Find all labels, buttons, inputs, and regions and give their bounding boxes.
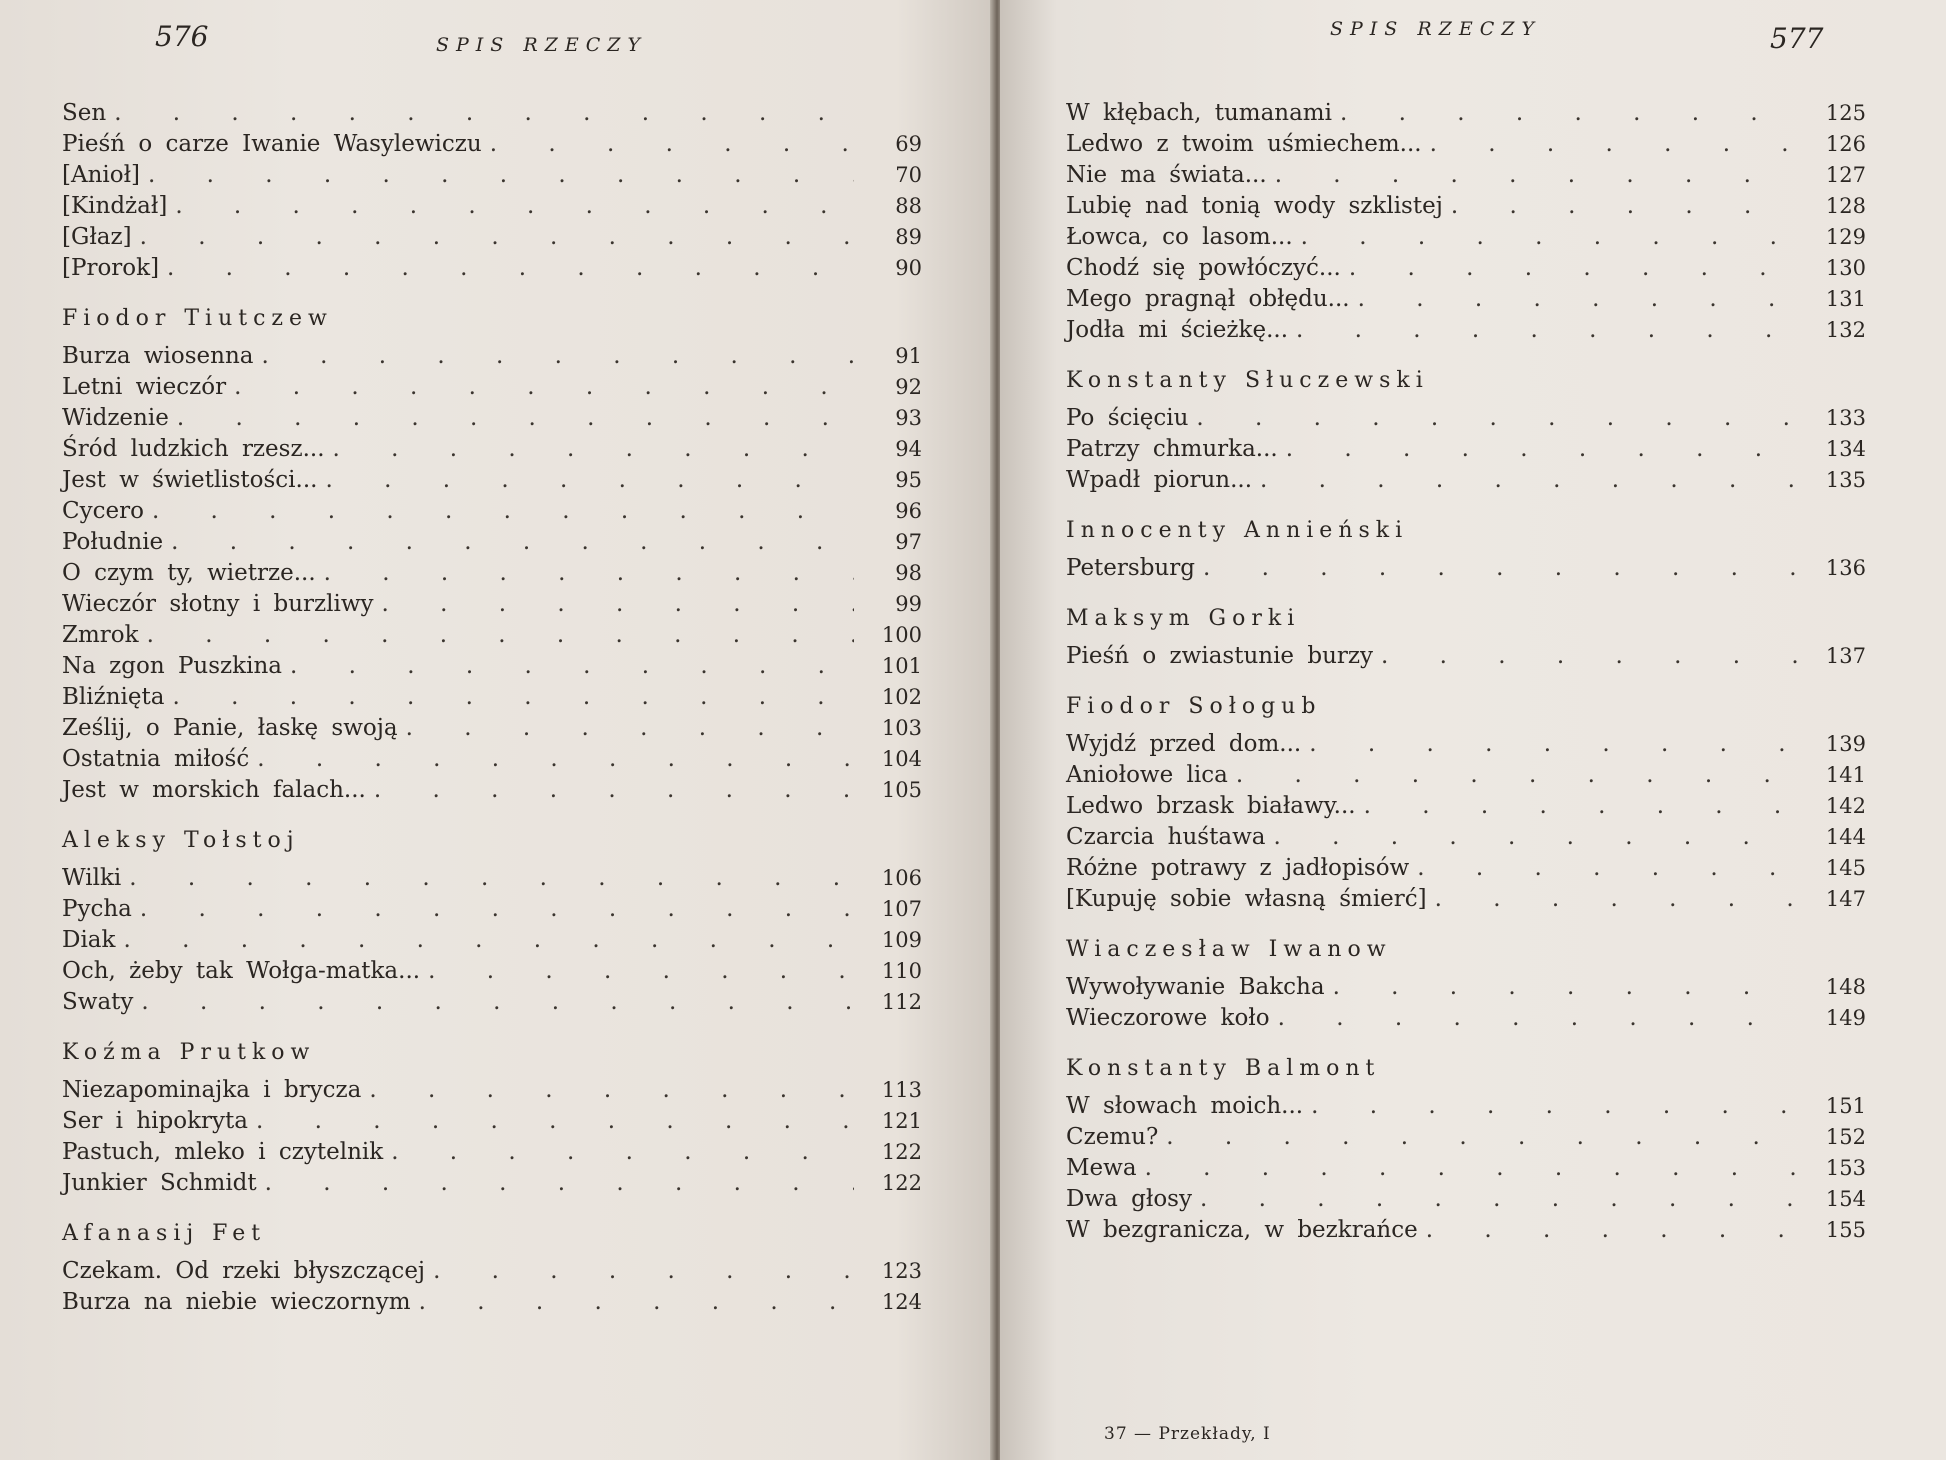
entry-page-number: 129 — [1825, 225, 1866, 249]
dot-leader — [433, 1256, 854, 1287]
toc-entry — [1066, 253, 1866, 284]
toc-entry — [62, 651, 922, 682]
table-of-contents — [62, 98, 922, 1318]
entry-title: Aniołowe lica — [1066, 762, 1228, 788]
entry-title: Wilki — [62, 865, 122, 891]
author-heading: Fiodor Sołogub — [1066, 694, 1322, 719]
entry-page-number: 133 — [1825, 406, 1866, 430]
toc-entry — [62, 863, 922, 894]
toc-entry — [62, 465, 922, 496]
toc-entry — [1066, 434, 1866, 465]
page-footer: 37 — Przekłady, I — [1104, 1424, 1271, 1444]
dot-leader — [257, 744, 854, 775]
entry-title: Pastuch, mleko i czytelnik — [62, 1139, 384, 1165]
toc-entry — [62, 744, 922, 775]
entry-title: Czarcia huśtawa — [1066, 824, 1266, 850]
entry-page-number: 137 — [1825, 644, 1866, 668]
entry-page-number: 109 — [881, 928, 922, 952]
entry-page-number: 122 — [881, 1140, 922, 1164]
entry-page-number: 136 — [1825, 556, 1866, 580]
author-heading: Innocenty Annieński — [1066, 518, 1409, 543]
entry-title: Pieśń o carze Iwanie Wasylewiczu — [62, 131, 482, 157]
entry-title: Swaty — [62, 989, 134, 1015]
dot-leader — [1358, 284, 1798, 315]
entry-page-number: 104 — [881, 747, 922, 771]
entry-page-number: 125 — [1825, 101, 1866, 125]
entry-page-number: 145 — [1825, 856, 1866, 880]
entry-title: Ześlij, o Panie, łaskę swoją — [62, 715, 398, 741]
entry-title: Mewa — [1066, 1155, 1137, 1181]
entry-title: Chodź się powłóczyć... — [1066, 255, 1341, 281]
dot-leader — [333, 434, 854, 465]
entry-title: Letni wieczór — [62, 374, 227, 400]
entry-page-number: 141 — [1825, 763, 1866, 787]
entry-page-number: 123 — [881, 1259, 922, 1283]
entry-title: [Prorok] — [62, 255, 160, 281]
entry-page-number: 135 — [1825, 468, 1866, 492]
author-heading: Afanasij Fet — [62, 1221, 267, 1246]
dot-leader — [1145, 1153, 1798, 1184]
dot-leader — [262, 341, 855, 372]
author-heading: Fiodor Tiutczew — [62, 306, 333, 331]
toc-entry — [1066, 791, 1866, 822]
toc-entry — [1066, 1122, 1866, 1153]
entry-title: Na zgon Puszkina — [62, 653, 282, 679]
entry-title: Wieczorowe koło — [1066, 1005, 1270, 1031]
entry-title: Lubię nad tonią wody szklistej — [1066, 193, 1443, 219]
dot-leader — [290, 651, 854, 682]
entry-page-number: 130 — [1825, 256, 1866, 280]
page-number: 577 — [1770, 22, 1824, 55]
dot-leader — [147, 620, 854, 651]
toc-entry — [1066, 1091, 1866, 1122]
entry-page-number: 110 — [881, 959, 922, 983]
dot-leader — [1273, 822, 1798, 853]
author-heading: Konstanty Słuczewski — [1066, 368, 1429, 393]
entry-title: Południe — [62, 529, 164, 555]
toc-entry — [1066, 553, 1866, 584]
dot-leader — [1451, 191, 1798, 222]
entry-page-number: 151 — [1825, 1094, 1866, 1118]
entry-title: Czekam. Od rzeki błyszczącej — [62, 1258, 426, 1284]
entry-title: Ser i hipokryta — [62, 1108, 248, 1134]
entry-page-number: 112 — [881, 990, 922, 1014]
entry-page-number: 106 — [881, 866, 922, 890]
toc-entry — [62, 925, 922, 956]
dot-leader — [1426, 1215, 1798, 1246]
dot-leader — [324, 558, 854, 589]
toc-entry — [62, 160, 922, 191]
dot-leader — [175, 191, 854, 222]
dot-leader — [1296, 315, 1798, 346]
dot-leader — [382, 589, 854, 620]
dot-leader — [141, 987, 854, 1018]
running-head: SPIS RZECZY — [1330, 18, 1542, 40]
dot-leader — [1309, 729, 1798, 760]
entry-page-number: 101 — [881, 654, 922, 678]
entry-page-number: 93 — [895, 406, 922, 430]
dot-leader — [428, 956, 854, 987]
table-of-contents — [1066, 98, 1866, 1246]
dot-leader — [406, 713, 854, 744]
toc-entry — [1066, 191, 1866, 222]
entry-page-number: 91 — [895, 344, 922, 368]
entry-title: Burza wiosenna — [62, 343, 254, 369]
toc-entry — [62, 341, 922, 372]
author-heading: Wiaczesław Iwanow — [1066, 937, 1392, 962]
entry-page-number: 122 — [881, 1171, 922, 1195]
entry-page-number: 142 — [1825, 794, 1866, 818]
dot-leader — [1166, 1122, 1798, 1153]
entry-page-number: 124 — [881, 1290, 922, 1314]
running-head: SPIS RZECZY — [436, 34, 648, 56]
entry-title: [Głaz] — [62, 224, 132, 250]
entry-page-number: 100 — [881, 623, 922, 647]
dot-leader — [167, 253, 854, 284]
dot-leader — [1301, 222, 1798, 253]
entry-page-number: 99 — [895, 592, 922, 616]
entry-page-number: 88 — [895, 194, 922, 218]
entry-title: Pycha — [62, 896, 132, 922]
dot-leader — [1340, 98, 1798, 129]
toc-entry — [62, 620, 922, 651]
author-heading: Konstanty Balmont — [1066, 1056, 1381, 1081]
entry-title: Cycero — [62, 498, 144, 524]
entry-title: Jest w świetlistości... — [62, 467, 318, 493]
entry-title: W kłębach, tumanami — [1066, 100, 1332, 126]
entry-page-number: 131 — [1825, 287, 1866, 311]
entry-title: Pieśń o zwiastunie burzy — [1066, 643, 1373, 669]
toc-entry — [62, 775, 922, 806]
entry-page-number: 148 — [1825, 975, 1866, 999]
entry-page-number: 98 — [895, 561, 922, 585]
entry-page-number: 132 — [1825, 318, 1866, 342]
entry-page-number: 126 — [1825, 132, 1866, 156]
dot-leader — [325, 465, 854, 496]
entry-page-number: 69 — [895, 132, 922, 156]
entry-title: Śród ludzkich rzesz... — [62, 436, 325, 462]
dot-leader — [152, 496, 854, 527]
dot-leader — [1275, 160, 1798, 191]
toc-entry — [62, 434, 922, 465]
toc-entry — [62, 1168, 922, 1199]
entry-title: Niezapominajka i brycza — [62, 1077, 362, 1103]
entry-title: Wieczór słotny i burzliwy — [62, 591, 374, 617]
entry-title: Czemu? — [1066, 1124, 1159, 1150]
dot-leader — [172, 682, 854, 713]
entry-title: Wpadł piorun... — [1066, 467, 1253, 493]
author-heading: Aleksy Tołstoj — [62, 828, 300, 853]
entry-title: O czym ty, wietrze... — [62, 560, 316, 586]
toc-entry — [1066, 729, 1866, 760]
entry-page-number: 128 — [1825, 194, 1866, 218]
entry-title: Patrzy chmurka... — [1066, 436, 1278, 462]
entry-title: Zmrok — [62, 622, 139, 648]
entry-title: Diak — [62, 927, 116, 953]
entry-page-number: 96 — [895, 499, 922, 523]
author-heading: Koźma Prutkow — [62, 1040, 316, 1065]
entry-page-number: 144 — [1825, 825, 1866, 849]
entry-title: [Kupuję sobie własną śmierć] — [1066, 886, 1427, 912]
toc-entry — [1066, 465, 1866, 496]
toc-entry — [1066, 98, 1866, 129]
toc-entry — [62, 191, 922, 222]
toc-entry — [62, 589, 922, 620]
toc-entry — [62, 987, 922, 1018]
entry-title: Jest w morskich falach... — [62, 777, 366, 803]
dot-leader — [1200, 1184, 1798, 1215]
toc-entry — [1066, 760, 1866, 791]
dot-leader — [391, 1137, 854, 1168]
entry-title: Bliźnięta — [62, 684, 165, 710]
dot-leader — [1286, 434, 1798, 465]
entry-title: Ledwo brzask białawy... — [1066, 793, 1356, 819]
entry-page-number: 105 — [881, 778, 922, 802]
toc-entry — [62, 129, 922, 160]
dot-leader — [234, 372, 854, 403]
entry-page-number: 103 — [881, 716, 922, 740]
entry-page-number: 97 — [895, 530, 922, 554]
entry-page-number: 89 — [895, 225, 922, 249]
toc-entry — [1066, 1215, 1866, 1246]
toc-entry — [1066, 315, 1866, 346]
entry-page-number: 90 — [895, 256, 922, 280]
dot-leader — [140, 222, 854, 253]
author-heading: Maksym Gorki — [1066, 606, 1301, 631]
toc-entry — [62, 253, 922, 284]
entry-title: W bezgranicza, w bezkrańce — [1066, 1217, 1418, 1243]
dot-leader — [1349, 253, 1798, 284]
dot-leader — [171, 527, 854, 558]
entry-page-number: 149 — [1825, 1006, 1866, 1030]
dot-leader — [1435, 884, 1798, 915]
dot-leader — [369, 1075, 854, 1106]
entry-page-number: 113 — [881, 1078, 922, 1102]
dot-leader — [1333, 972, 1798, 1003]
entry-title: Po ścięciu — [1066, 405, 1189, 431]
entry-page-number: 121 — [881, 1109, 922, 1133]
entry-title: [Anioł] — [62, 162, 141, 188]
entry-page-number: 70 — [895, 163, 922, 187]
entry-page-number: 155 — [1825, 1218, 1866, 1242]
dot-leader — [1236, 760, 1798, 791]
dot-leader — [1311, 1091, 1798, 1122]
toc-entry — [1066, 403, 1866, 434]
entry-page-number: 94 — [895, 437, 922, 461]
page-number: 576 — [155, 20, 209, 53]
toc-entry — [62, 713, 922, 744]
toc-entry — [1066, 1003, 1866, 1034]
toc-entry — [62, 1137, 922, 1168]
entry-title: Mego pragnął obłędu... — [1066, 286, 1350, 312]
entry-page-number: 95 — [895, 468, 922, 492]
entry-page-number: 152 — [1825, 1125, 1866, 1149]
toc-entry — [62, 496, 922, 527]
toc-entry — [62, 894, 922, 925]
entry-title: Sen — [62, 100, 107, 126]
entry-page-number: 107 — [881, 897, 922, 921]
toc-entry — [1066, 222, 1866, 253]
entry-title: Wyjdź przed dom... — [1066, 731, 1302, 757]
dot-leader — [265, 1168, 854, 1199]
dot-leader — [1381, 641, 1798, 672]
dot-leader — [177, 403, 854, 434]
toc-entry — [1066, 822, 1866, 853]
dot-leader — [129, 863, 854, 894]
dot-leader — [1196, 403, 1798, 434]
toc-entry — [1066, 1153, 1866, 1184]
entry-title: Widzenie — [62, 405, 169, 431]
toc-entry — [1066, 853, 1866, 884]
entry-title: [Kindżał] — [62, 193, 168, 219]
dot-leader — [1364, 791, 1798, 822]
entry-page-number: 139 — [1825, 732, 1866, 756]
toc-entry — [62, 558, 922, 589]
entry-page-number: 102 — [881, 685, 922, 709]
entry-title: Dwa głosy — [1066, 1186, 1192, 1212]
toc-entry — [62, 682, 922, 713]
toc-entry — [62, 1287, 922, 1318]
dot-leader — [148, 160, 854, 191]
entry-title: W słowach moich... — [1066, 1093, 1304, 1119]
dot-leader — [1260, 465, 1798, 496]
dot-leader — [140, 894, 854, 925]
toc-entry — [62, 1256, 922, 1287]
toc-entry — [62, 1075, 922, 1106]
entry-title: Łowca, co lasom... — [1066, 224, 1293, 250]
dot-leader — [1203, 553, 1798, 584]
entry-title: Och, żeby tak Wołga-matka... — [62, 958, 421, 984]
entry-page-number: 154 — [1825, 1187, 1866, 1211]
toc-entry — [1066, 284, 1866, 315]
dot-leader — [490, 129, 854, 160]
entry-title: Jodła mi ścieżkę... — [1066, 317, 1288, 343]
toc-entry — [62, 98, 922, 129]
toc-entry — [1066, 641, 1866, 672]
dot-leader — [374, 775, 854, 806]
entry-title: Wywoływanie Bakcha — [1066, 974, 1325, 1000]
toc-entry — [1066, 972, 1866, 1003]
toc-entry — [1066, 129, 1866, 160]
toc-entry — [1066, 160, 1866, 191]
entry-page-number: 153 — [1825, 1156, 1866, 1180]
entry-title: Burza na niebie wieczornym — [62, 1289, 411, 1315]
dot-leader — [1417, 853, 1798, 884]
entry-title: Nie ma świata... — [1066, 162, 1267, 188]
right-page — [1000, 0, 1946, 1460]
entry-page-number: 134 — [1825, 437, 1866, 461]
toc-entry — [62, 403, 922, 434]
dot-leader — [1278, 1003, 1798, 1034]
entry-page-number: 92 — [895, 375, 922, 399]
toc-entry — [62, 372, 922, 403]
entry-page-number: 127 — [1825, 163, 1866, 187]
toc-entry — [62, 222, 922, 253]
toc-entry — [62, 1106, 922, 1137]
toc-entry — [1066, 1184, 1866, 1215]
entry-title: Junkier Schmidt — [62, 1170, 257, 1196]
dot-leader — [1430, 129, 1798, 160]
entry-title: Różne potrawy z jadłopisów — [1066, 855, 1410, 881]
toc-entry — [1066, 884, 1866, 915]
dot-leader — [256, 1106, 854, 1137]
entry-title: Ostatnia miłość — [62, 746, 250, 772]
toc-entry — [62, 956, 922, 987]
toc-entry — [62, 527, 922, 558]
dot-leader — [123, 925, 854, 956]
entry-title: Ledwo z twoim uśmiechem... — [1066, 131, 1422, 157]
dot-leader — [114, 98, 854, 129]
entry-page-number: 147 — [1825, 887, 1866, 911]
entry-title: Petersburg — [1066, 555, 1195, 581]
dot-leader — [419, 1287, 854, 1318]
